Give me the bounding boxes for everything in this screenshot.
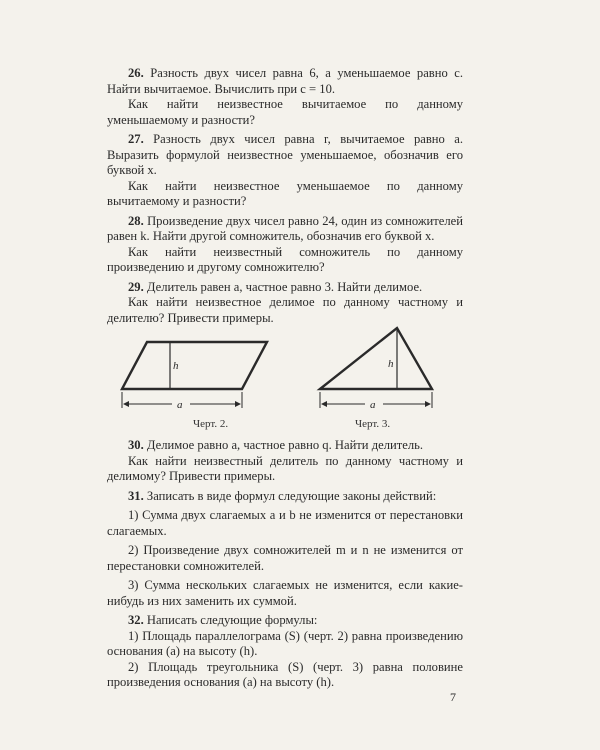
- law-3: 3) Сумма нескольких слагаемых не изменится, если какие-нибудь из них заменить их суммой.: [107, 578, 463, 608]
- question-28: Как найти неизвестный сомножитель по данному произведению и другому сомножителю?: [107, 244, 463, 274]
- triangle-shape: [320, 328, 432, 389]
- question-29: Как найти неизвестное делимое по данному частному и делителю? Привести примеры.: [107, 295, 463, 325]
- text-block-lower: [107, 438, 463, 691]
- problem-30: 30. Делимое равно a, частное равно q. Найти делитель.: [128, 438, 423, 452]
- figures-drawing: [107, 322, 463, 432]
- question-30: Как найти неизвестный делитель по данному частному и делимому? Привести примеры.: [107, 453, 463, 483]
- problem-26: 26. Разность двух чисел равна 6, а уменьшаемое равно c. Найти вычитаемое. Вычислить при c = 10.: [107, 66, 463, 96]
- caption-figure-3: Черт. 3.: [355, 418, 391, 430]
- parallelogram-shape: [122, 342, 267, 389]
- problem-27: 27. Разность двух чисел равна r, вычитаемое равно a. Выразить формулой неизвестное уменьшаемое, обозначив его буквой x.: [107, 132, 463, 177]
- figures: [107, 322, 463, 432]
- problem-28: 28. Произведение двух чисел равно 24, один из сомножителей равен k. Найти другой сомножитель, обозначив его буквой x.: [107, 213, 463, 243]
- page-number: 7: [450, 690, 456, 704]
- problem-29: 29. Делитель равен a, частное равно 3. Найти делимое.: [128, 279, 423, 294]
- law-1: 1) Сумма двух слагаемых a и b не изменится от перестановки слагаемых.: [107, 508, 463, 538]
- problem-32: 32. Написать следующие формулы:: [128, 613, 318, 627]
- caption-figure-2: Черт. 2.: [193, 418, 229, 430]
- parallelogram-figure: [122, 342, 267, 411]
- triangle-height-label: h: [388, 358, 394, 370]
- parallelogram-height-label: h: [173, 360, 179, 372]
- question-27: Как найти неизвестное уменьшаемое по данному вычитаемому и разности?: [107, 178, 463, 208]
- parallelogram-base-label: a: [177, 399, 183, 411]
- formula-1: 1) Площадь параллелограма (S) (черт. 2) равна произведению основания (a) на высоту (h).: [107, 628, 463, 658]
- text-block-upper: [107, 66, 463, 326]
- problem-31: 31. Записать в виде формул следующие законы действий:: [128, 488, 437, 503]
- formula-2: 2) Площадь треугольника (S) (черт. 3) равна половине произведения основания (a) на высоту (h).: [107, 659, 463, 689]
- triangle-figure: [320, 328, 432, 411]
- law-2: 2) Произведение двух сомножителей m и n не изменится от перестановки сомножителей.: [107, 543, 463, 573]
- question-26: Как найти неизвестное вычитаемое по данному уменьшаемому и разности?: [107, 97, 463, 127]
- triangle-base-label: a: [370, 399, 376, 411]
